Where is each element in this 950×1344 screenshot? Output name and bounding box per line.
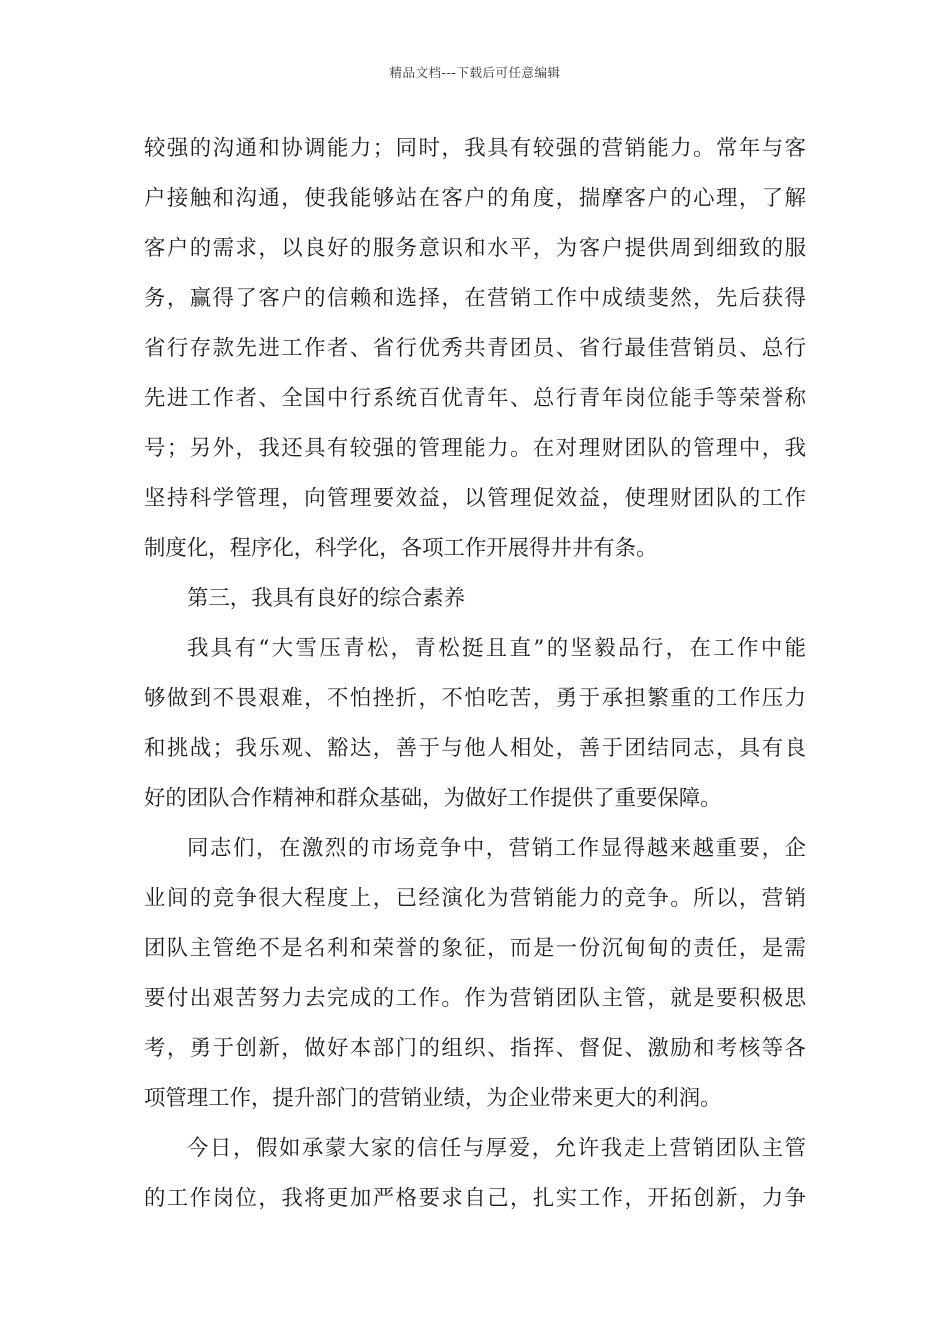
text-line: 务，赢得了客户的信赖和选择，在营销工作中成绩斐然，先后获得 xyxy=(144,286,806,311)
document-body xyxy=(144,124,806,1224)
text-line: 够做到不畏艰难，不怕挫折，不怕吃苦，勇于承担繁重的工作压力 xyxy=(144,686,806,711)
text-line: 考，勇于创新，做好本部门的组织、指挥、督促、激励和考核等各 xyxy=(144,1036,806,1061)
text-line: 省行存款先进工作者、省行优秀共青团员、省行最佳营销员、总行 xyxy=(144,336,806,361)
text-line: 团队主管绝不是名利和荣誉的象征，而是一份沉甸甸的责任，是需 xyxy=(144,936,806,961)
text-line: 的工作岗位，我将更加严格要求自己，扎实工作，开拓创新，力争 xyxy=(144,1186,806,1211)
text-line: 我具有“大雪压青松，青松挺且直”的坚毅品行，在工作中能 xyxy=(187,636,806,661)
section-heading: 第三，我具有良好的综合素养 xyxy=(187,586,466,611)
text-line: 先进工作者、全国中行系统百优青年、总行青年岗位能手等荣誉称 xyxy=(144,386,806,411)
text-line: 制度化，程序化，科学化，各项工作开展得井井有条。 xyxy=(144,536,658,561)
text-line: 坚持科学管理，向管理要效益，以管理促效益，使理财团队的工作 xyxy=(144,486,806,511)
text-line: 号；另外，我还具有较强的管理能力。在对理财团队的管理中，我 xyxy=(144,436,806,461)
text-line: 客户的需求，以良好的服务意识和水平，为客户提供周到细致的服 xyxy=(144,236,806,261)
text-line: 好的团队合作精神和群众基础，为做好工作提供了重要保障。 xyxy=(144,786,722,811)
text-line: 要付出艰苦努力去完成的工作。作为营销团队主管，就是要积极思 xyxy=(144,986,806,1011)
text-line: 同志们，在激烈的市场竞争中，营销工作显得越来越重要，企 xyxy=(187,836,806,861)
text-line: 户接触和沟通，使我能够站在客户的角度，揣摩客户的心理，了解 xyxy=(144,186,806,211)
text-line: 和挑战；我乐观、豁达，善于与他人相处，善于团结同志，具有良 xyxy=(144,736,806,761)
text-line: 项管理工作，提升部门的营销业绩，为企业带来更大的利润。 xyxy=(144,1086,722,1111)
text-line: 业间的竞争很大程度上，已经演化为营销能力的竞争。所以，营销 xyxy=(144,886,806,911)
text-line: 今日，假如承蒙大家的信任与厚爱，允许我走上营销团队主管 xyxy=(187,1136,806,1161)
text-line: 较强的沟通和协调能力；同时，我具有较强的营销能力。常年与客 xyxy=(144,136,806,161)
page-header: 精品文档---下载后可任意编辑 xyxy=(389,65,561,80)
